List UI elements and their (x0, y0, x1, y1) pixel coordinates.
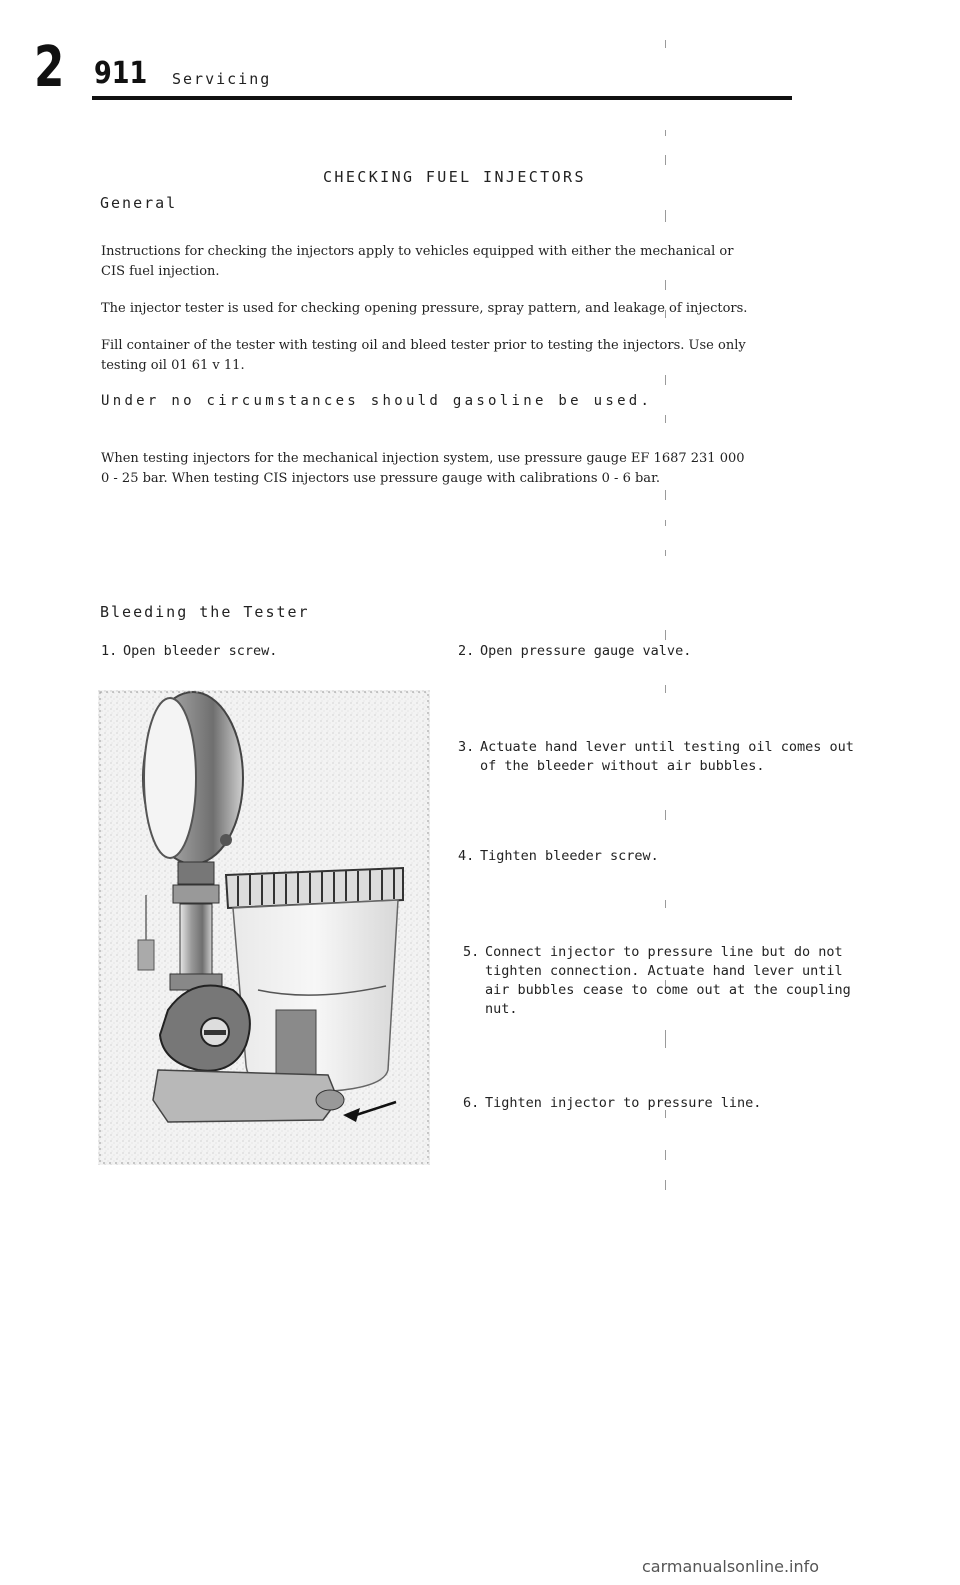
step-text: Tighten injector to pressure line. (485, 1095, 762, 1111)
step-text: Open pressure gauge valve. (480, 643, 692, 659)
step-5 (463, 943, 851, 1019)
general-paragraph-3-line-1: Fill container of the tester with testing oil and bleed tester prior to testing the injectors. Use only (101, 338, 746, 353)
model-label: 911 (94, 56, 148, 91)
general-paragraph-4-line-2: 0 - 25 bar. When testing CIS injectors use pressure gauge with calibrations 0 - 6 bar. (101, 471, 660, 486)
step-6 (463, 1094, 761, 1113)
step-text: Tighten bleeder screw. (480, 848, 659, 864)
step-text: tighten connection. Actuate hand lever until (485, 963, 843, 979)
step-text: Open bleeder screw. (123, 643, 278, 659)
step-number: 2. (458, 643, 475, 659)
step-number: 6. (463, 1095, 480, 1111)
header-rule (92, 96, 792, 100)
general-paragraph-2: The injector tester is used for checking opening pressure, spray pattern, and leakage of injectors. (101, 301, 748, 316)
general-paragraph-4-line-1: When testing injectors for the mechanical injection system, use pressure gauge EF 1687 231 000 (101, 451, 745, 466)
general-heading: General (100, 194, 178, 212)
step-number: 4. (458, 848, 475, 864)
step-1 (101, 642, 277, 661)
section-name: Servicing (172, 70, 272, 88)
bleeding-heading: Bleeding the Tester (100, 603, 310, 621)
step-text: Connect injector to pressure line but do not (485, 944, 843, 960)
section-number: 2 (34, 35, 65, 100)
step-text: Actuate hand lever until testing oil comes out (480, 739, 854, 755)
gasoline-warning: Under no circumstances should gasoline be used. (101, 393, 653, 409)
step-4 (458, 847, 659, 866)
step-number: 5. (463, 944, 480, 960)
page-title: CHECKING FUEL INJECTORS (323, 168, 586, 186)
step-text: air bubbles cease to come out at the coupling (485, 982, 851, 998)
step-number: 3. (458, 739, 475, 755)
watermark: carmanualsonline.info (642, 1557, 820, 1576)
step-3 (458, 738, 854, 776)
general-paragraph-1-line-1: Instructions for checking the injectors apply to vehicles equipped with either the mechanical or (101, 244, 734, 259)
step-text: of the bleeder without air bubbles. (480, 758, 765, 774)
step-number: 1. (101, 643, 118, 659)
general-paragraph-1-line-2: CIS fuel injection. (101, 264, 220, 279)
injector-tester-photo (98, 690, 430, 1165)
general-paragraph-3-line-2: testing oil 01 61 v 11. (101, 358, 245, 373)
step-text: nut. (485, 1001, 518, 1017)
step-2 (458, 642, 691, 661)
